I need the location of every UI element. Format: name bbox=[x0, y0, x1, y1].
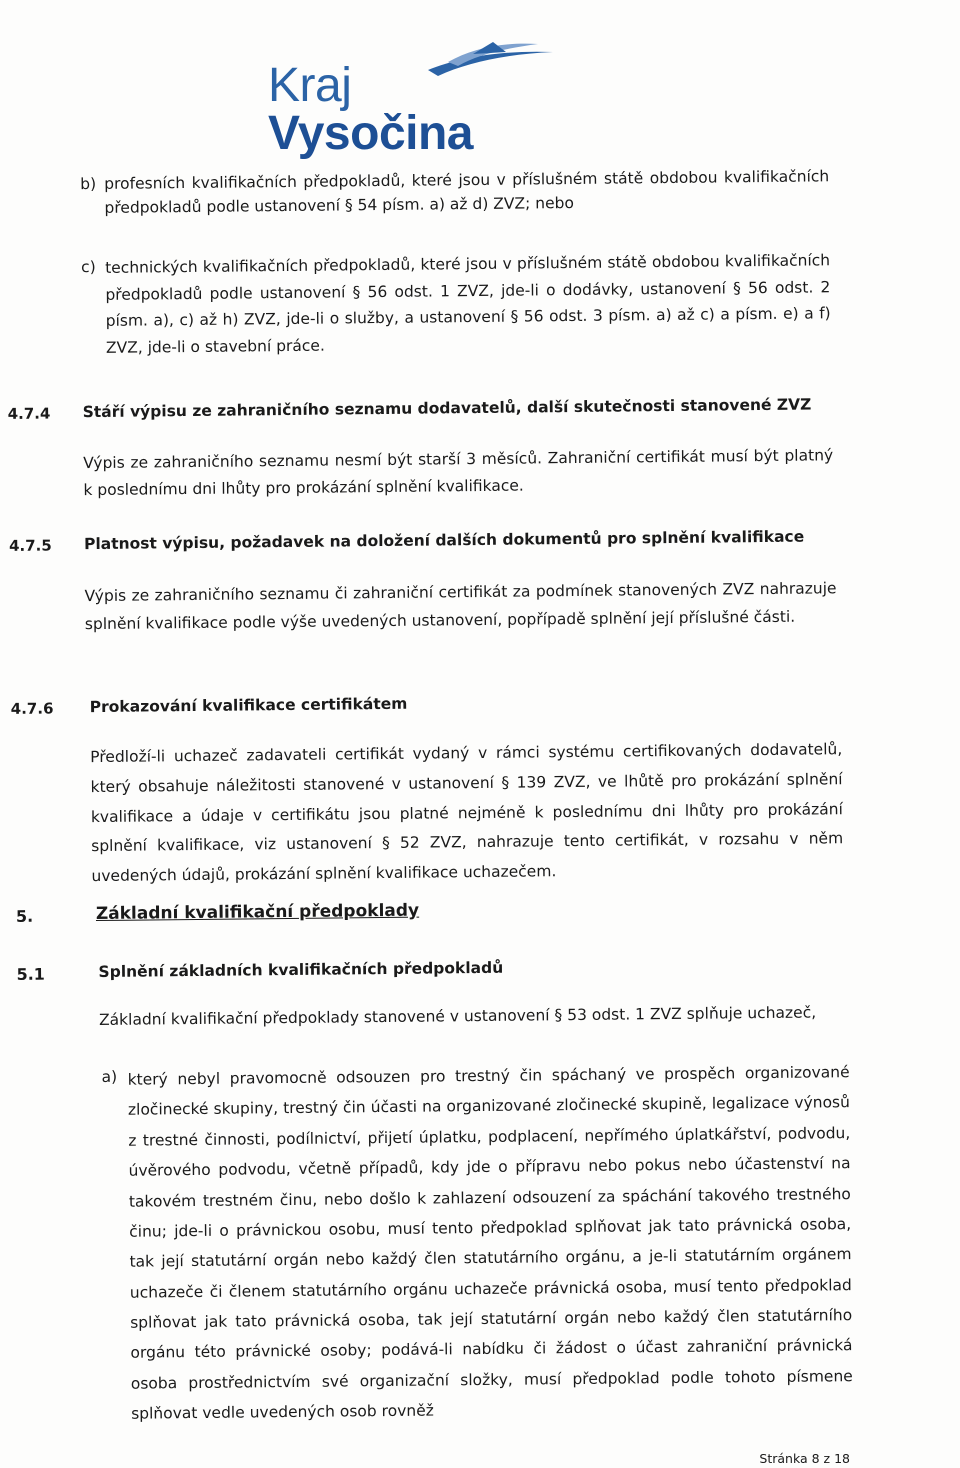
section-title-5: Základní kvalifikační předpoklady bbox=[95, 900, 420, 925]
item-b-label: b) bbox=[80, 174, 97, 194]
logo-vysocina: Vysočina bbox=[268, 107, 473, 160]
logo-kraj: Kraj bbox=[268, 59, 352, 112]
section-number-4-7-6: 4.7.6 bbox=[10, 699, 54, 718]
section-number-4-7-5: 4.7.5 bbox=[8, 536, 52, 555]
section-number-5: 5. bbox=[15, 906, 34, 926]
section-title-4-7-5: Platnost výpisu, požadavek na doložení dalších dokumentů pro splnění kvalifikace bbox=[83, 527, 805, 554]
item-c-label: c) bbox=[81, 258, 96, 277]
section-body-4-7-5: Výpis ze zahraničního seznamu či zahraniční certifikát za podmínek stanovených ZVZ nahrazuje splnění kvalifikace podle výše uvedených ustanovení, popřípadě splnění její příslušné části. bbox=[84, 579, 837, 634]
logo-wordmark bbox=[268, 59, 568, 160]
item-a-text: který nebyl pravomocně odsouzen pro trestný čin spáchaný ve prospěch organizované zločinecké skupiny, trestný čin účasti na organizované zločinecké skupině, legalizace výnosů z trestné činnosti, podílnictví, přijetí úplatku, podplacení, nepřímého úplatkářství, podvodu, úvěrového podvodu, včetně případů, kdy jde o přípravu nebo pokus nebo účastenství na takovém trestném činu, nebo došlo k zahlazení odsouzení za spáchání takového trestného činu; jde-li o právnickou osobu, musí tento předpoklad splňovat jak tato právnická osoba, tak její statutární orgán nebo každý člen statutárního orgánu, a je-li statutárním orgánem uchazeče či členem statutárního orgánu uchazeče právnická osoba, musí tento předpoklad splňovat jak tato právnická osoba, tak její statutární orgán nebo každý člen statutárního orgánu této právnické osoby; podává-li nabídku či žádost o účast zahraniční právnická osoba prostřednictvím své organizační složky, musí předpoklad podle tohoto písmene splňovat vedle uvedených osob rovněž bbox=[127, 1063, 853, 1423]
section-title-4-7-6: Prokazování kvalifikace certifikátem bbox=[89, 694, 408, 717]
item-c-text: technických kvalifikačních předpokladů, které jsou v příslušném státě obdobou kvalifikačních předpokladů podle ustanovení § 56 odst. 1 ZVZ, jde-li o dodávky, ustanovení § 56 odst. 2 písm. a), c) až h) ZVZ, jde-li o služby, a ustanovení § 56 odst. 3 písm. a) až c) a písm. e) a f) ZVZ, jde-li o stavební práce. bbox=[105, 251, 831, 357]
section-body-5-1: Základní kvalifikační předpoklady stanovené v ustanovení § 53 odst. 1 ZVZ splňuje uchazeč, bbox=[98, 1003, 817, 1030]
section-title-4-7-4: Stáří výpisu ze zahraničního seznamu dodavatelů, další skutečnosti stanovené ZVZ bbox=[82, 395, 812, 422]
section-body-4-7-6: Předloží-li uchazeč zadavateli certifikát vydaný v rámci systému certifikovaných dodavatelů, který obsahuje náležitosti stanovené v ustanovení § 139 ZVZ, ve lhůtě pro prokázání splnění kvalifikace a údaje v certifikátu jsou platné nejméně k poslednímu dni lhůty pro prokázání splnění kvalifikace, viz ustanovení § 52 ZVZ, nahrazuje tento certifikát, v rozsahu v něm uvedených údajů, prokázání splnění kvalifikace uchazečem. bbox=[90, 740, 844, 886]
section-title-5-1: Splnění základních kvalifikačních předpokladů bbox=[98, 958, 504, 982]
section-number-4-7-4: 4.7.4 bbox=[7, 404, 51, 423]
section-body-4-7-4: Výpis ze zahraničního seznamu nesmí být starší 3 měsíců. Zahraniční certifikát musí být platný k poslednímu dni lhůty pro prokázání splnění kvalifikace. bbox=[83, 446, 834, 499]
item-a-label: a) bbox=[101, 1067, 118, 1086]
kraj-vysocina-logo bbox=[268, 40, 568, 160]
section-number-5-1: 5.1 bbox=[16, 964, 45, 984]
item-b-text: profesních kvalifikačních předpokladů, které jsou v příslušném státě obdobou kvalifikačních předpokladů podle ustanovení § 54 písm. a) až d) ZVZ; nebo bbox=[104, 167, 830, 217]
page-number: Stránka 8 z 18 bbox=[759, 1451, 850, 1466]
